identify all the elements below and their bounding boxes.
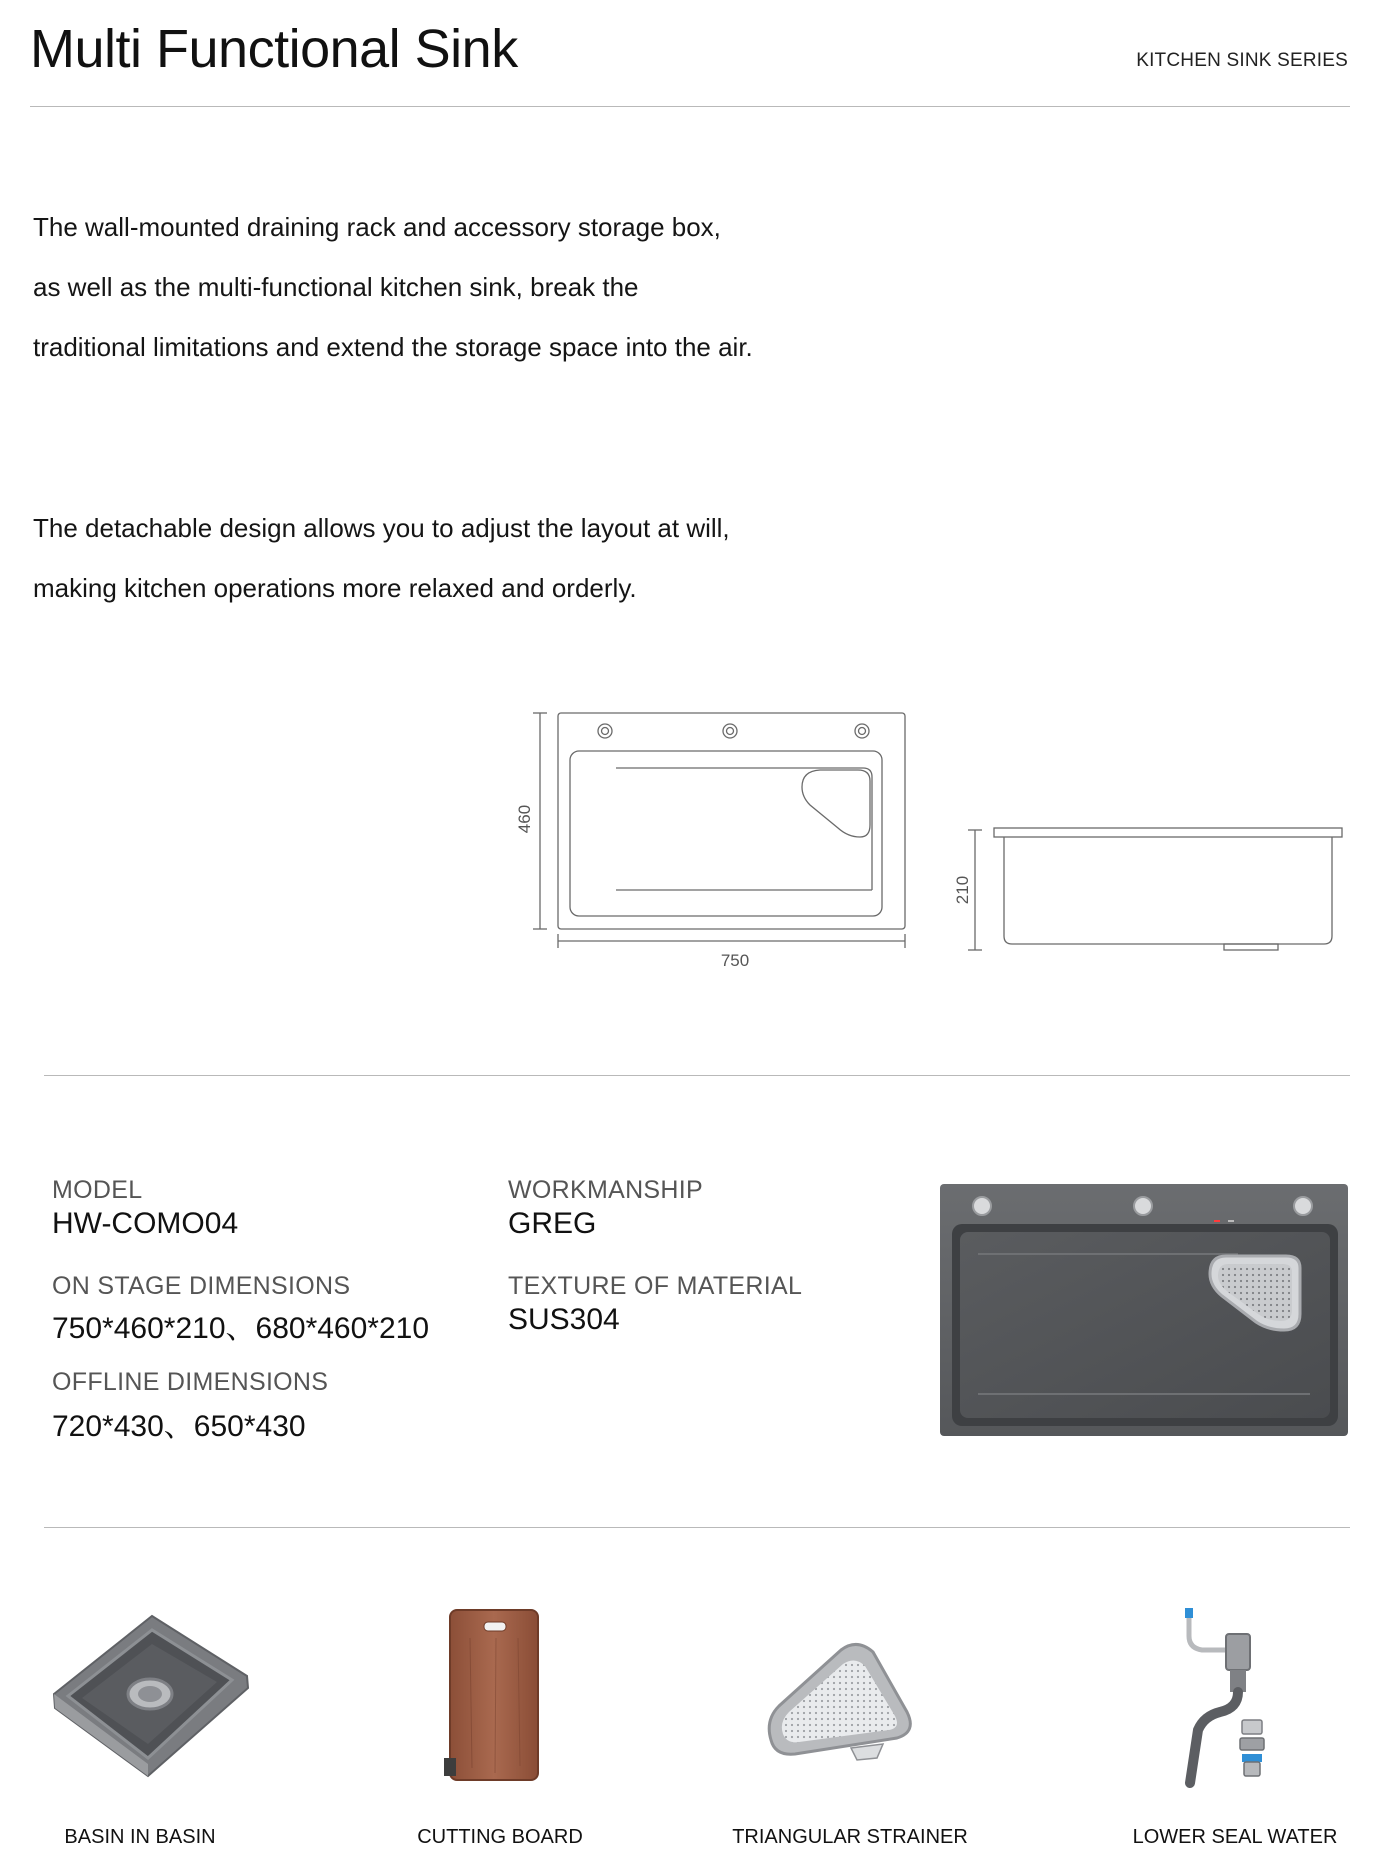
drain-pipe-icon: [1168, 1608, 1278, 1783]
page-title: Multi Functional Sink: [30, 19, 518, 79]
header-divider: [30, 106, 1350, 107]
sink-product-image: [938, 1182, 1350, 1438]
width-dimension-label: 750: [720, 951, 750, 970]
accessory-caption-cutting-board: CUTTING BOARD: [417, 1826, 583, 1848]
on-stage-dimensions-value: 750*460*210、680*460*210: [52, 1312, 430, 1345]
offline-dimensions-label: OFFLINE DIMENSIONS: [52, 1368, 329, 1396]
workmanship-value: GREG: [508, 1207, 597, 1240]
texture-value: SUS304: [508, 1303, 620, 1336]
sink-side-view-drawing: [953, 820, 1345, 960]
series-label: KITCHEN SINK SERIES: [1136, 50, 1348, 71]
sink-top-view-drawing: [508, 705, 908, 980]
accessories-divider: [44, 1527, 1350, 1528]
section-divider: [44, 1075, 1350, 1076]
workmanship-label: WORKMANSHIP: [508, 1176, 703, 1204]
model-label: MODEL: [52, 1176, 143, 1204]
texture-label: TEXTURE OF MATERIAL: [508, 1272, 803, 1300]
accessory-caption-basin: BASIN IN BASIN: [64, 1826, 216, 1848]
strainer-icon: [765, 1608, 920, 1783]
accessory-caption-drain: LOWER SEAL WATER: [1132, 1826, 1338, 1848]
model-value: HW-COMO04: [52, 1207, 239, 1240]
depth-dimension-label: 210: [953, 875, 972, 905]
description-paragraph-1: The wall-mounted draining rack and accessory storage box, as well as the multi-functional kitchen sink, break the traditional limitations and extend the storage space into the air.: [33, 212, 753, 362]
on-stage-dimensions-label: ON STAGE DIMENSIONS: [52, 1272, 351, 1300]
height-dimension-label: 460: [515, 804, 534, 834]
accessory-caption-strainer: TRIANGULAR STRAINER: [732, 1826, 968, 1848]
cutting-board-icon: [440, 1608, 545, 1783]
description-paragraph-2: The detachable design allows you to adjust the layout at will, making kitchen operations more relaxed and orderly.: [33, 513, 730, 603]
basin-icon: [52, 1608, 252, 1783]
offline-dimensions-value: 720*430、650*430: [52, 1410, 306, 1443]
